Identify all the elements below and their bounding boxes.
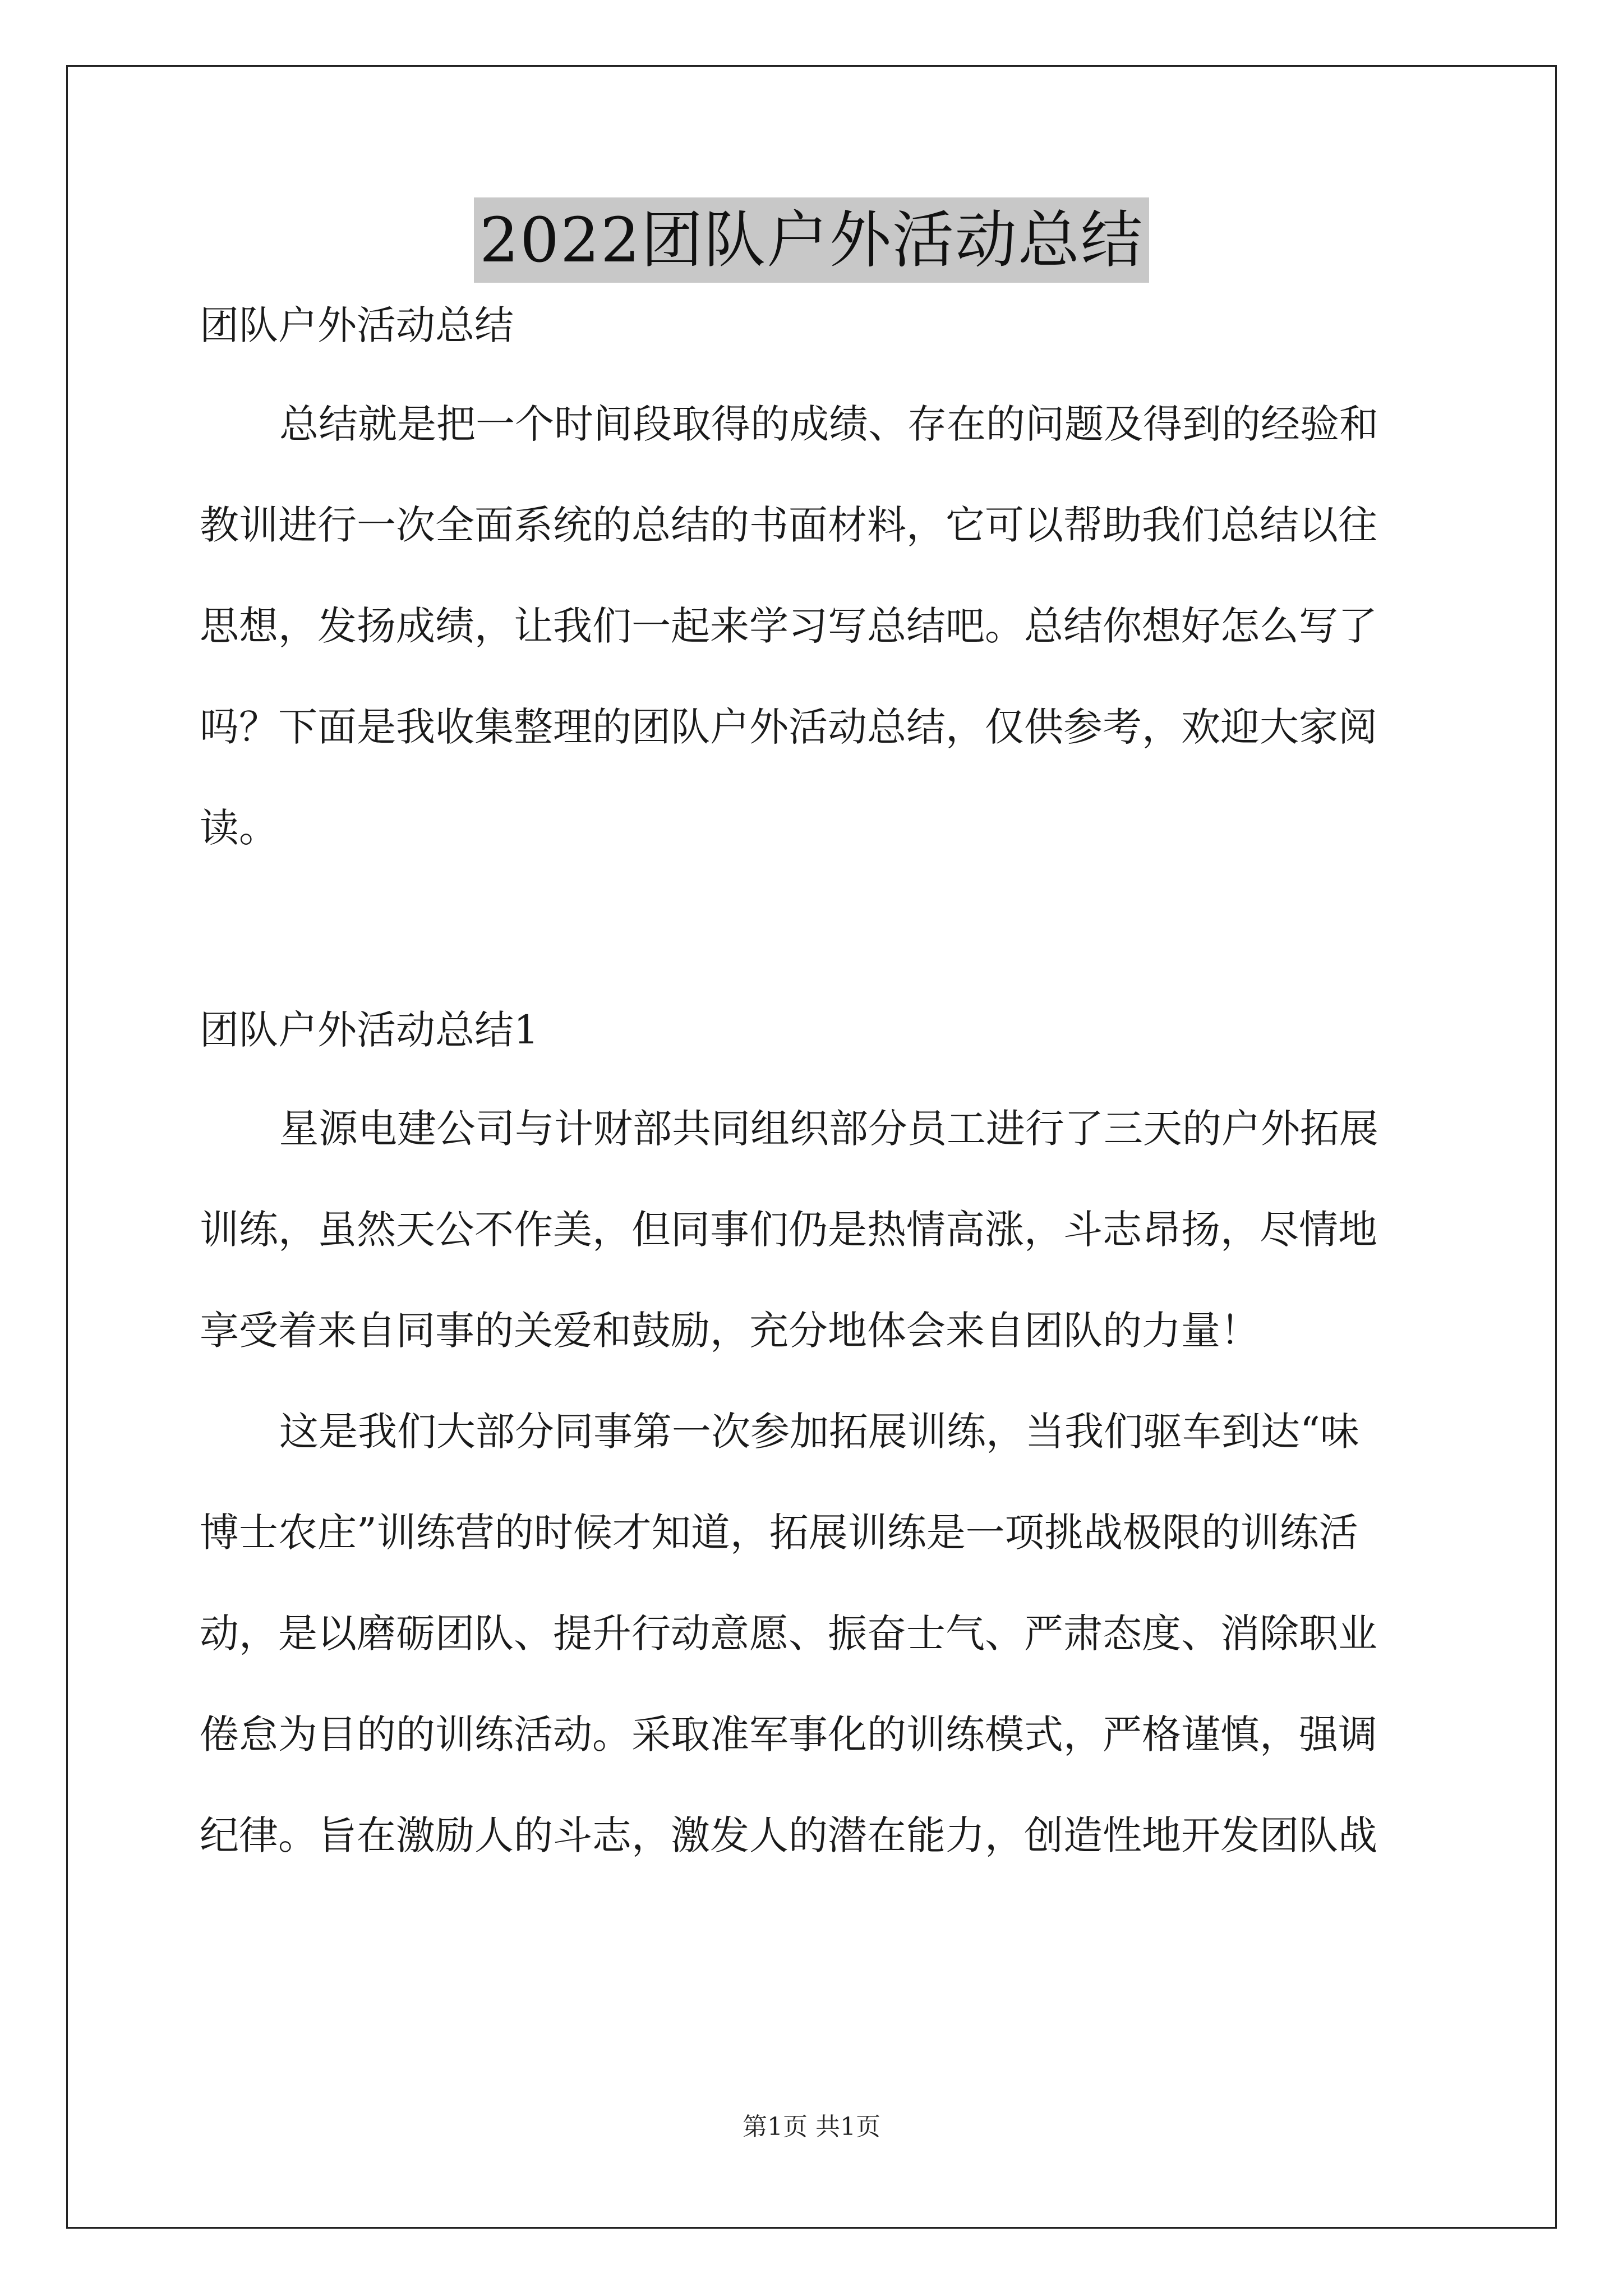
paragraph-line: 教训进行一次全面系统的总结的书面材料，它可以帮助我们总结以往 <box>200 502 1377 548</box>
document-title: 2022团队户外活动总结 <box>474 197 1149 283</box>
paragraph-line: 星源电建公司与计财部共同组织部分员工进行了三天的户外拓展 <box>279 1106 1378 1152</box>
paragraph-line: 博士农庄”训练营的时候才知道，拓展训练是一项挑战极限的训练活 <box>200 1510 1358 1556</box>
title-container <box>0 197 1623 283</box>
paragraph-line: 读。 <box>200 805 278 851</box>
document-body <box>200 302 1426 1858</box>
paragraph-line: 纪律。旨在激励人的斗志，激发人的潜在能力，创造性地开发团队战 <box>200 1812 1377 1858</box>
paragraph-line: 享受着来自同事的关爱和鼓励，充分地体会来自团队的力量！ <box>200 1308 1260 1354</box>
section-heading: 团队户外活动总结 <box>200 302 514 348</box>
paragraph-line: 思想，发扬成绩，让我们一起来学习写总结吧。总结你想好怎么写了 <box>200 603 1377 649</box>
section-heading: 团队户外活动总结1 <box>200 1007 539 1053</box>
paragraph-line: 这是我们大部分同事第一次参加拓展训练，当我们驱车到达“味 <box>279 1409 1359 1455</box>
paragraph-line: 动，是以磨砺团队、提升行动意愿、振奋士气、严肃态度、消除职业 <box>200 1611 1377 1657</box>
paragraph-line: 训练，虽然天公不作美，但同事们仍是热情高涨，斗志昂扬，尽情地 <box>200 1207 1377 1253</box>
paragraph-line: 总结就是把一个时间段取得的成绩、存在的问题及得到的经验和 <box>279 401 1378 447</box>
paragraph-line: 倦怠为目的的训练活动。采取准军事化的训练模式，严格谨慎，强调 <box>200 1711 1377 1757</box>
page-footer: 第1页 共1页 <box>743 2113 880 2141</box>
paragraph-line: 吗？下面是我收集整理的团队户外活动总结，仅供参考，欢迎大家阅 <box>200 704 1377 750</box>
